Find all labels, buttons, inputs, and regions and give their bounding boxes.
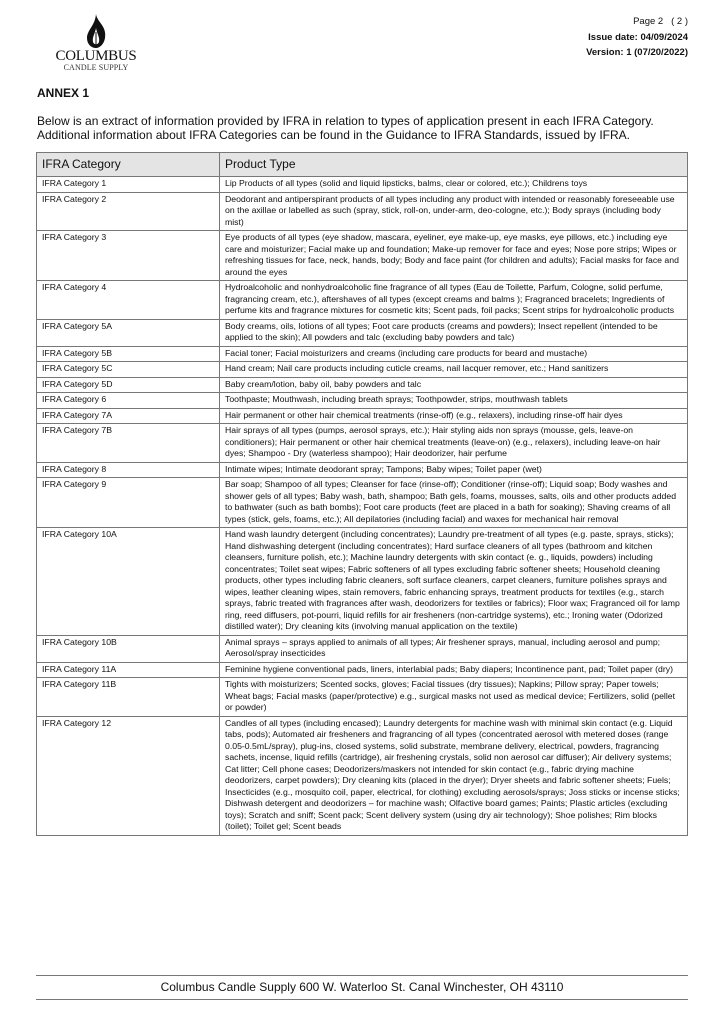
product-type-cell: Hydroalcoholic and nonhydroalcoholic fine fragrance of all types (Eau de Toilette, Parfum, Cologne, solid perfume, fragrancing cream, etc.), aftershaves of all types (except creams and balms ); Fragranced bracelets; Ingredients of perfume kits and fragrance mixtures for cosmetic kits; Scent pads, foil packs; Scent strips for hydroalcoholic products [220, 281, 688, 320]
ifra-category-table [36, 152, 688, 836]
column-header-category: IFRA Category [37, 153, 220, 177]
table-row [37, 662, 688, 678]
category-cell: IFRA Category 5C [37, 362, 220, 378]
category-cell: IFRA Category 10A [37, 528, 220, 636]
page-number: Page 2 ( 2 ) [633, 16, 688, 27]
product-type-cell: Toothpaste; Mouthwash, including breath sprays; Toothpowder, strips, mouthwash tablets [220, 393, 688, 409]
table-row [37, 408, 688, 424]
product-type-cell: Candles of all types (including encased); Laundry detergents for machine wash with minimal skin contact (e.g. Liquid tabs, pods); Automated air fresheners and fragrancing of all types (concentrated aerosol with metered doses (range 0.05-0.5mL/spray), plug-ins, closed systems, solid substrate, membrane delivery, electrical, powders, fragrancing sachets, incense, liquid refills (cartridge), air freshening crystals, solid non aerosol car diffuser); Air delivery systems; Cat litter; Cell phone cases; Deodorizers/maskers not intended for skin contact (e.g., fabric drying machine deodorizers, carpet powders); Dry cleaning kits (placed in the dryer); Dryer sheets and fabric softener sheets; Fuels; Insecticides (e.g., mosquito coil, paper, electrical, for clothing) excluding aerosols/sprays; Joss sticks or incense sticks; Dishwash detergent and deodorizers – for machine wash; Olfactive board games; Paints; Plastic articles (excluding toys); Scratch and sniff; Scent pack; Scent delivery system (using dry air technology); Shoe polishes; Rim blocks (toilet); Toilet gel; Scent beads [220, 716, 688, 835]
table-row [37, 377, 688, 393]
category-cell: IFRA Category 6 [37, 393, 220, 409]
category-cell: IFRA Category 5D [37, 377, 220, 393]
category-cell: IFRA Category 11B [37, 678, 220, 717]
category-cell: IFRA Category 4 [37, 281, 220, 320]
table-row [37, 678, 688, 717]
product-type-cell: Hair sprays of all types (pumps, aerosol sprays, etc.); Hair styling aids non sprays (mousse, gels, leave-on conditioners); Hair permanent or other hair chemical treatments (leave-on) (e.g., relaxers), including leave-on hair dyes; Shampoo - Dry (waterless shampoo); Hair deodorizer, hair perfume [220, 424, 688, 463]
product-type-cell: Deodorant and antiperspirant products of all types including any product with intended or reasonably foreseeable use on the axillae or labelled as such (spray, stick, roll-on, under-arm, deo-cologne, etc.); Body sprays (including body mist) [220, 192, 688, 231]
table-row [37, 346, 688, 362]
document-meta [586, 14, 688, 61]
product-type-cell: Hair permanent or other hair chemical treatments (rinse-off) (e.g., relaxers), including rinse-off hair dyes [220, 408, 688, 424]
table-header-row [37, 153, 688, 177]
table-row [37, 424, 688, 463]
table-row [37, 393, 688, 409]
annex-title: ANNEX 1 [37, 86, 90, 100]
category-cell: IFRA Category 1 [37, 177, 220, 193]
category-cell: IFRA Category 11A [37, 662, 220, 678]
category-cell: IFRA Category 2 [37, 192, 220, 231]
category-cell: IFRA Category 5B [37, 346, 220, 362]
table-row [37, 231, 688, 281]
product-type-cell: Hand cream; Nail care products including cuticle creams, nail lacquer remover, etc.; Hand sanitizers [220, 362, 688, 378]
product-type-cell: Tights with moisturizers; Scented socks, gloves; Facial tissues (dry tissues); Napkins; Pillow spray; Paper towels; Wheat bags; Facial masks (paper/protective) e.g., surgical masks not used as medical device; Fertilizers, solid (pellet or powder) [220, 678, 688, 717]
logo-subtitle: CANDLE SUPPLY [63, 63, 129, 72]
table-row [37, 635, 688, 662]
product-type-cell: Bar soap; Shampoo of all types; Cleanser for face (rinse-off); Conditioner (rinse-off); Liquid soap; Body washes and shower gels of all types; Baby wash, bath, shampoo; Bath gels, foams, mousses, salts, oils and other products added to bathwater (such as bath bombs); Foot care products (feet are placed in a bath for soaking); Shaving creams of all types (stick, gels, foams, etc.); All depilatories (including facial) and waxes for mechanical hair removal [220, 478, 688, 528]
table-row [37, 192, 688, 231]
product-type-cell: Lip Products of all types (solid and liquid lipsticks, balms, clear or colored, etc.); Childrens toys [220, 177, 688, 193]
product-type-cell: Intimate wipes; Intimate deodorant spray; Tampons; Baby wipes; Toilet paper (wet) [220, 462, 688, 478]
product-type-cell: Facial toner; Facial moisturizers and creams (including care products for beard and mustache) [220, 346, 688, 362]
issue-date: Issue date: 04/09/2024 [588, 31, 688, 43]
flame-icon [83, 14, 109, 48]
table-row [37, 478, 688, 528]
category-cell: IFRA Category 3 [37, 231, 220, 281]
product-type-cell: Baby cream/lotion, baby oil, baby powders and talc [220, 377, 688, 393]
table-row [37, 362, 688, 378]
category-cell: IFRA Category 10B [37, 635, 220, 662]
table-row [37, 177, 688, 193]
column-header-product-type: Product Type [220, 153, 688, 177]
company-logo [50, 14, 142, 76]
table-row [37, 462, 688, 478]
product-type-cell: Body creams, oils, lotions of all types; Foot care products (creams and powders); Insect repellent (intended to be applied to the skin); All powders and talc (excluding baby powders and talc) [220, 319, 688, 346]
table-row [37, 528, 688, 636]
category-cell: IFRA Category 5A [37, 319, 220, 346]
category-cell: IFRA Category 12 [37, 716, 220, 835]
intro-paragraph: Below is an extract of information provided by IFRA in relation to types of application present in each IFRA Category. Additional information about IFRA Categories can be found in the Guidance to IFRA Standards, issued by IFRA. [37, 114, 654, 142]
category-cell: IFRA Category 9 [37, 478, 220, 528]
category-cell: IFRA Category 7A [37, 408, 220, 424]
logo-name: COLUMBUS [55, 48, 137, 64]
product-type-cell: Hand wash laundry detergent (including concentrates); Laundry pre-treatment of all types (e.g. paste, sprays, sticks); Hand dishwashing detergent (including concentrates); Hard surface cleaners of all types (bathroom and kitchen cleansers, furniture polish, etc.); Machine laundry detergents with skin contact (e. g., liquids, powders) including concentrates; Toilet seat wipes; Fabric softeners of all types excluding fabric softener sheets; Household cleaning products, other types including fabric cleaners, soft surface cleaners, carpet cleaners, furniture polishes sprays and wipes, leather cleaning wipes, stain removers, fabric enhancing sprays, treatment products for textiles (e.g., starch sprays, fabric treated with fragrances after wash, deodorizers for textiles or fabrics); Floor wax; Fragranced oil for lamp ring, reed diffusers, pot-pourri, liquid refills for air fresheners (non-cartridge systems), etc.; Ironing water (Odorized distilled water); Dry cleaning kits (involving manual application on the textile) [220, 528, 688, 636]
table-row [37, 716, 688, 835]
category-cell: IFRA Category 7B [37, 424, 220, 463]
table-row [37, 319, 688, 346]
page-footer: Columbus Candle Supply 600 W. Waterloo St. Canal Winchester, OH 43110 [36, 975, 688, 1000]
table-row [37, 281, 688, 320]
version: Version: 1 (07/20/2022) [586, 47, 688, 58]
category-cell: IFRA Category 8 [37, 462, 220, 478]
product-type-cell: Eye products of all types (eye shadow, mascara, eyeliner, eye make-up, eye masks, eye pillows, etc.) including eye care and moisturizer; Facial make up and foundation; Make-up remover for face and eyes; Nose pore strips; Wipes or refreshing tissues for face, neck, hands, body; Body and face paint (for children and adults); Facial masks for face and around the eyes [220, 231, 688, 281]
product-type-cell: Animal sprays – sprays applied to animals of all types; Air freshener sprays, manual, including aerosol and pump; Aerosol/spray insecticides [220, 635, 688, 662]
product-type-cell: Feminine hygiene conventional pads, liners, interlabial pads; Baby diapers; Incontinence pant, pad; Toilet paper (dry) [220, 662, 688, 678]
